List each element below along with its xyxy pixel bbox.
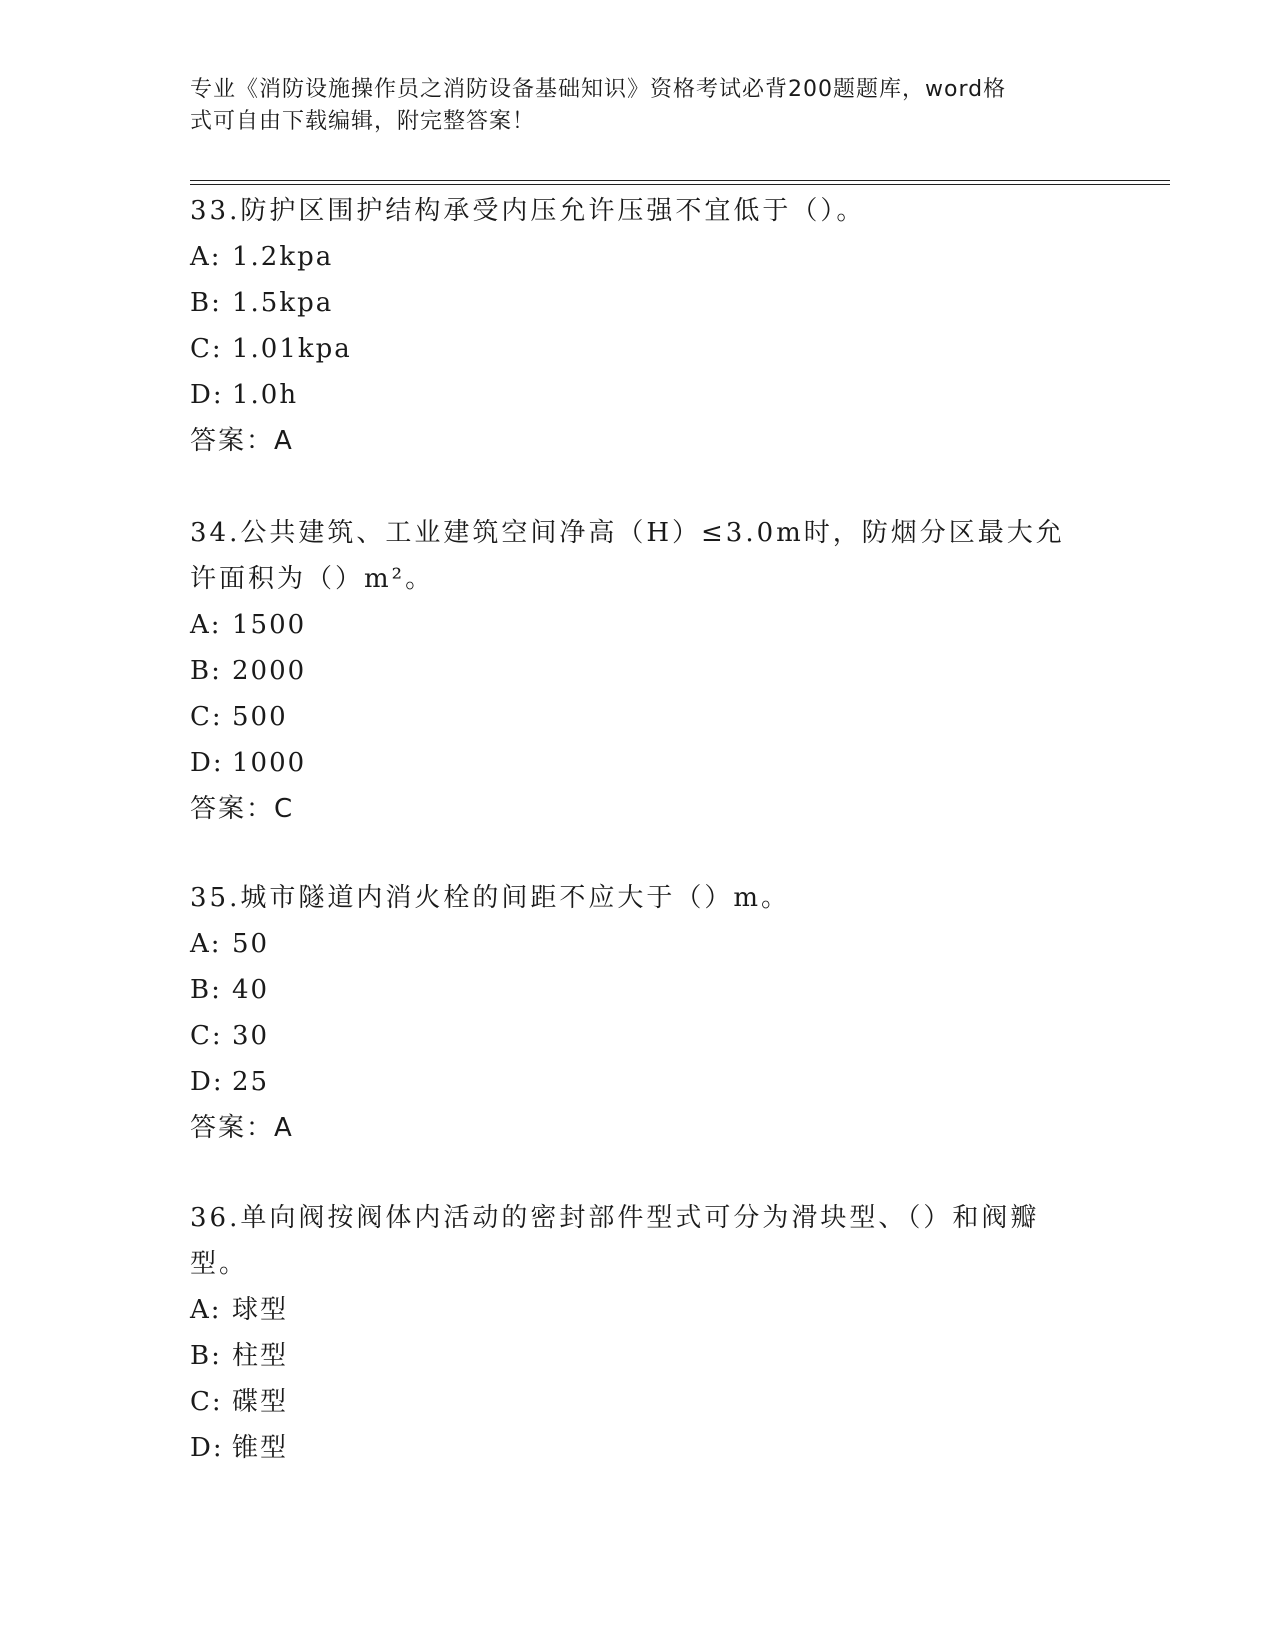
option-key: C: xyxy=(190,1387,223,1417)
option-a xyxy=(190,1287,1090,1333)
question-36 xyxy=(190,1195,1090,1471)
option-key: B: xyxy=(190,1341,222,1371)
header-line-1: 专业《消防设施操作员之消防设备基础知识》资格考试必背200题题库，word格 xyxy=(190,77,1007,102)
option-a xyxy=(190,602,1090,648)
question-stem: 35.城市隧道内消火栓的间距不应大于（）m。 xyxy=(190,883,791,913)
option-key: A: xyxy=(190,242,222,272)
answer-line: 答案：A xyxy=(190,1113,294,1143)
question-stem: 33.防护区围护结构承受内压允许压强不宜低于（）。 xyxy=(190,196,866,226)
option-a xyxy=(190,234,1090,280)
option-b xyxy=(190,648,1090,694)
question-stem: 36.单向阀按阀体内活动的密封部件型式可分为滑块型、（）和阀瓣型。 xyxy=(190,1203,1040,1279)
option-c xyxy=(190,326,1090,372)
option-text: 2000 xyxy=(232,656,307,686)
answer-line: 答案：A xyxy=(190,426,294,456)
header-line-2: 式可自由下载编辑，附完整答案！ xyxy=(190,109,536,134)
option-c xyxy=(190,1379,1090,1425)
option-text: 30 xyxy=(232,1021,270,1051)
option-d xyxy=(190,740,1090,786)
option-a xyxy=(190,921,1090,967)
option-key: C: xyxy=(190,702,223,732)
option-b xyxy=(190,967,1090,1013)
option-text: 柱型 xyxy=(232,1341,289,1371)
option-text: 50 xyxy=(232,929,270,959)
option-c xyxy=(190,694,1090,740)
document-header xyxy=(190,74,1070,138)
option-key: C: xyxy=(190,334,223,364)
answer-line: 答案：C xyxy=(190,794,295,824)
option-key: B: xyxy=(190,656,222,686)
option-key: D: xyxy=(190,748,224,778)
header-divider-top xyxy=(190,180,1170,181)
option-key: B: xyxy=(190,288,222,318)
option-text: 锥型 xyxy=(232,1433,289,1463)
option-key: A: xyxy=(190,1295,222,1325)
option-text: 1.01kpa xyxy=(232,334,352,364)
question-33 xyxy=(190,188,1090,464)
option-text: 500 xyxy=(232,702,288,732)
option-text: 1000 xyxy=(232,748,307,778)
option-key: B: xyxy=(190,975,222,1005)
option-d xyxy=(190,1059,1090,1105)
option-key: A: xyxy=(190,610,222,640)
question-stem: 34.公共建筑、工业建筑空间净高（H）≤3.0m时，防烟分区最大允许面积为（）m²。 xyxy=(190,518,1065,594)
option-key: D: xyxy=(190,1067,224,1097)
option-c xyxy=(190,1013,1090,1059)
option-text: 1.5kpa xyxy=(232,288,334,318)
option-text: 球型 xyxy=(232,1295,289,1325)
option-text: 25 xyxy=(232,1067,270,1097)
option-b xyxy=(190,280,1090,326)
option-text: 1.0h xyxy=(232,380,299,410)
option-key: D: xyxy=(190,380,224,410)
option-key: C: xyxy=(190,1021,223,1051)
question-35 xyxy=(190,875,1090,1151)
question-34 xyxy=(190,510,1090,832)
option-text: 1500 xyxy=(232,610,307,640)
option-key: A: xyxy=(190,929,222,959)
option-text: 1.2kpa xyxy=(232,242,334,272)
option-key: D: xyxy=(190,1433,224,1463)
option-d xyxy=(190,1425,1090,1471)
option-text: 40 xyxy=(232,975,270,1005)
option-text: 碟型 xyxy=(232,1387,289,1417)
option-b xyxy=(190,1333,1090,1379)
option-d xyxy=(190,372,1090,418)
header-divider-bottom xyxy=(190,184,1170,185)
